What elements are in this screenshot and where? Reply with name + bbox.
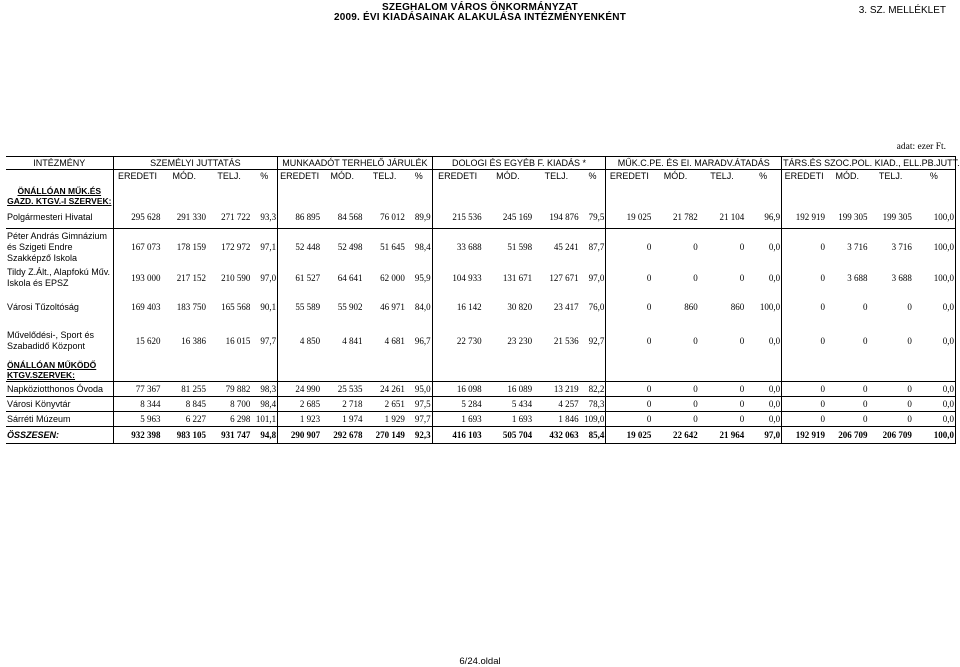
value-cell: 8 344 bbox=[113, 397, 161, 412]
sub-header: % bbox=[913, 170, 956, 183]
spacer-cell bbox=[162, 359, 207, 382]
institution-name: ÖSSZESEN: bbox=[6, 427, 113, 444]
sub-header: EREDETI bbox=[784, 170, 824, 181]
value-cell: 0 bbox=[606, 412, 652, 427]
value-cell: 0 bbox=[646, 241, 652, 252]
spacer-cell bbox=[533, 359, 579, 382]
value-cell: 0 bbox=[782, 382, 826, 397]
spacer-cell bbox=[432, 182, 482, 206]
institution-name: Városi Könyvtár bbox=[6, 397, 113, 412]
value-cell: 194 876 bbox=[533, 206, 579, 229]
spacer-cell bbox=[251, 182, 277, 206]
value-cell: 932 398 bbox=[113, 427, 161, 444]
table-row bbox=[6, 323, 956, 359]
table-row bbox=[6, 427, 956, 444]
value-cell: 97,1 bbox=[251, 229, 277, 266]
value-cell: 245 169 bbox=[483, 206, 533, 229]
value-cell: 0 bbox=[782, 397, 826, 412]
spacer-cell bbox=[483, 182, 533, 206]
value-cell: 16 098 bbox=[432, 382, 482, 397]
sub-header: TELJ. bbox=[544, 170, 569, 181]
value-cell: 81 255 bbox=[162, 382, 207, 397]
value-cell: 0 bbox=[820, 272, 826, 283]
spacer-cell bbox=[868, 359, 912, 382]
spacer-cell bbox=[321, 182, 363, 206]
sub-header: MÓD. bbox=[330, 170, 355, 181]
value-cell: 0 bbox=[652, 397, 698, 412]
spacer-cell bbox=[699, 359, 745, 382]
value-cell: 94,8 bbox=[251, 427, 277, 444]
value-cell: 505 704 bbox=[483, 427, 533, 444]
value-cell: 109,0 bbox=[580, 412, 606, 427]
sub-header: TELJ. bbox=[372, 170, 397, 181]
value-cell: 97,7 bbox=[251, 323, 277, 359]
value-cell: 2 651 bbox=[363, 397, 405, 412]
group-header: TÁRS.ÉS SZOC.POL. KIAD., ELL.PB.JUTT. bbox=[783, 157, 960, 168]
spacer-cell bbox=[782, 359, 826, 382]
group-header: MŰK.C.PE. ÉS EI. MARADV.ÁTADÁS bbox=[606, 157, 782, 170]
value-cell: 45 241 bbox=[553, 241, 579, 252]
table-row bbox=[6, 265, 956, 291]
sub-header: MÓD. bbox=[835, 170, 859, 181]
value-cell: 860 bbox=[730, 301, 745, 312]
spacer-cell bbox=[745, 182, 781, 206]
value-cell: 15 620 bbox=[135, 335, 161, 346]
table-row bbox=[6, 412, 956, 427]
value-cell: 23 230 bbox=[507, 335, 533, 346]
value-cell: 64 641 bbox=[337, 272, 363, 283]
value-cell: 0,0 bbox=[745, 323, 781, 359]
sub-header: TELJ. bbox=[878, 170, 903, 181]
report-title: SZEGHALOM VÁROS ÖNKORMÁNYZAT bbox=[382, 2, 578, 13]
group-header: DOLOGI ÉS EGYÉB F. KIADÁS * bbox=[432, 157, 606, 170]
sub-header: EREDETI bbox=[438, 170, 478, 181]
value-cell: 3 716 bbox=[847, 241, 868, 252]
table-row bbox=[6, 229, 956, 266]
section-label: ÖNÁLLÓAN MŰK.ÉS GAZD. KTGV.-I SZERVEK: bbox=[6, 170, 113, 207]
value-cell: 0 bbox=[820, 335, 826, 346]
value-cell: 0 bbox=[652, 412, 698, 427]
spacer-cell bbox=[652, 359, 698, 382]
value-cell: 270 149 bbox=[363, 427, 405, 444]
value-cell: 100,0 bbox=[745, 291, 781, 323]
value-cell: 0 bbox=[699, 412, 745, 427]
value-cell: 1 929 bbox=[363, 412, 405, 427]
section-row bbox=[6, 359, 956, 382]
value-cell: 97,5 bbox=[406, 397, 432, 412]
value-cell: 55 902 bbox=[337, 301, 363, 312]
institution-name: Városi Tűzoltóság bbox=[6, 291, 113, 323]
value-cell: 8 845 bbox=[162, 397, 207, 412]
value-cell: 92,3 bbox=[406, 427, 432, 444]
value-cell: 76 012 bbox=[363, 206, 405, 229]
spacer-cell bbox=[913, 359, 956, 382]
spacer-cell bbox=[363, 359, 405, 382]
spacer-cell bbox=[321, 359, 363, 382]
sub-header: MÓD. bbox=[172, 170, 196, 181]
group-header: MUNKAADÓT TERHELŐ JÁRULÉK bbox=[278, 157, 433, 170]
sub-header: % bbox=[251, 170, 277, 183]
value-cell: 206 709 bbox=[826, 427, 868, 444]
value-cell: 4 257 bbox=[533, 397, 579, 412]
value-cell: 61 527 bbox=[295, 272, 321, 283]
value-cell: 0,0 bbox=[913, 412, 956, 427]
value-cell: 0 bbox=[826, 412, 868, 427]
institution-header: INTÉZMÉNY bbox=[6, 157, 113, 170]
value-cell: 0 bbox=[739, 241, 745, 252]
value-cell: 292 678 bbox=[321, 427, 363, 444]
value-cell: 93,3 bbox=[251, 206, 277, 229]
spacer-cell bbox=[652, 182, 698, 206]
value-cell: 100,0 bbox=[913, 265, 956, 291]
value-cell: 183 750 bbox=[176, 301, 206, 312]
value-cell: 52 448 bbox=[295, 241, 321, 252]
value-cell: 5 434 bbox=[483, 397, 533, 412]
spacer-cell bbox=[207, 182, 251, 206]
value-cell: 82,2 bbox=[580, 382, 606, 397]
value-cell: 0,0 bbox=[745, 397, 781, 412]
spacer-cell bbox=[782, 182, 826, 206]
value-cell: 0 bbox=[646, 272, 652, 283]
value-cell: 86 895 bbox=[278, 206, 321, 229]
value-cell: 210 590 bbox=[221, 272, 251, 283]
value-cell: 0 bbox=[739, 272, 745, 283]
sub-header: % bbox=[406, 170, 432, 183]
value-cell: 19 025 bbox=[606, 206, 652, 229]
value-cell: 6 227 bbox=[162, 412, 207, 427]
value-cell: 4 850 bbox=[299, 335, 321, 346]
sub-header: EREDETI bbox=[280, 170, 320, 181]
value-cell: 21 782 bbox=[652, 206, 698, 229]
value-cell: 2 685 bbox=[278, 397, 321, 412]
value-cell: 0 bbox=[693, 272, 698, 283]
value-cell: 0 bbox=[606, 382, 652, 397]
value-cell: 1 923 bbox=[278, 412, 321, 427]
table-row bbox=[6, 382, 956, 397]
institution-name: Művelődési-, Sport és Szabadidő Központ bbox=[6, 323, 113, 359]
institution-name: Napköziotthonos Óvoda bbox=[6, 382, 113, 397]
value-cell: 95,9 bbox=[406, 265, 432, 291]
value-cell: 100,0 bbox=[913, 229, 956, 266]
spacer-cell bbox=[251, 359, 277, 382]
spacer-cell bbox=[699, 182, 745, 206]
sub-header: EREDETI bbox=[609, 170, 649, 181]
spacer-cell bbox=[278, 359, 321, 382]
value-cell: 0 bbox=[907, 301, 912, 312]
spacer-cell bbox=[580, 359, 606, 382]
spacer-cell bbox=[406, 182, 432, 206]
value-cell: 16 386 bbox=[181, 335, 206, 346]
value-cell: 101,1 bbox=[251, 412, 277, 427]
value-cell: 98,3 bbox=[251, 382, 277, 397]
spacer-cell bbox=[207, 359, 251, 382]
value-cell: 89,9 bbox=[406, 206, 432, 229]
value-cell: 0 bbox=[739, 335, 745, 346]
value-cell: 983 105 bbox=[162, 427, 207, 444]
value-cell: 0 bbox=[820, 241, 826, 252]
value-cell: 271 722 bbox=[207, 206, 251, 229]
value-cell: 167 073 bbox=[131, 241, 161, 252]
value-cell: 6 298 bbox=[207, 412, 251, 427]
report-subtitle: 2009. ÉVI KIADÁSAINAK ALAKULÁSA INTÉZMÉNYENKÉNT bbox=[333, 12, 627, 23]
value-cell: 0 bbox=[868, 382, 912, 397]
spacer-cell bbox=[606, 182, 652, 206]
value-cell: 432 063 bbox=[533, 427, 579, 444]
value-cell: 0,0 bbox=[745, 229, 781, 266]
annex-label: 3. SZ. MELLÉKLET bbox=[858, 5, 946, 16]
institution-name: Péter András Gimnázium és Szigeti Endre Szakképző Iskola bbox=[6, 229, 113, 266]
value-cell: 33 688 bbox=[456, 241, 482, 252]
spacer-cell bbox=[580, 182, 606, 206]
section-label: ÖNÁLLÓAN MŰKÖDŐ KTGV.SZERVEK: bbox=[6, 359, 113, 382]
value-cell: 0,0 bbox=[913, 291, 956, 323]
value-cell: 192 919 bbox=[782, 206, 826, 229]
value-cell: 178 159 bbox=[176, 241, 206, 252]
value-cell: 100,0 bbox=[913, 206, 956, 229]
value-cell: 2 718 bbox=[321, 397, 363, 412]
value-cell: 165 568 bbox=[221, 301, 251, 312]
value-cell: 0 bbox=[699, 397, 745, 412]
value-cell: 0 bbox=[868, 412, 912, 427]
value-cell: 0 bbox=[693, 241, 698, 252]
value-cell: 0 bbox=[826, 397, 868, 412]
value-cell: 4 841 bbox=[342, 335, 363, 346]
sub-header: EREDETI bbox=[118, 170, 158, 181]
table-row bbox=[6, 397, 956, 412]
value-cell: 1 846 bbox=[533, 412, 579, 427]
value-cell: 78,3 bbox=[580, 397, 606, 412]
value-cell: 0 bbox=[699, 382, 745, 397]
value-cell: 51 598 bbox=[507, 241, 533, 252]
value-cell: 295 628 bbox=[113, 206, 161, 229]
value-cell: 52 498 bbox=[337, 241, 363, 252]
value-cell: 16 089 bbox=[483, 382, 533, 397]
value-cell: 416 103 bbox=[432, 427, 482, 444]
sub-header: % bbox=[745, 170, 781, 183]
value-cell: 21 104 bbox=[699, 206, 745, 229]
value-cell: 22 730 bbox=[456, 335, 482, 346]
institution-name: Sárréti Múzeum bbox=[6, 412, 113, 427]
value-cell: 0 bbox=[868, 397, 912, 412]
value-cell: 96,9 bbox=[745, 206, 781, 229]
value-cell: 46 971 bbox=[380, 301, 405, 312]
value-cell: 3 688 bbox=[847, 272, 868, 283]
value-cell: 0 bbox=[646, 335, 652, 346]
value-cell: 22 642 bbox=[652, 427, 698, 444]
value-cell: 16 015 bbox=[225, 335, 251, 346]
value-cell: 1 693 bbox=[483, 412, 533, 427]
value-cell: 79,5 bbox=[580, 206, 606, 229]
sub-header: MÓD. bbox=[663, 170, 688, 181]
spacer-row bbox=[6, 182, 956, 206]
value-cell: 84 568 bbox=[321, 206, 363, 229]
value-cell: 97,0 bbox=[580, 265, 606, 291]
value-cell: 55 589 bbox=[295, 301, 321, 312]
value-cell: 84,0 bbox=[406, 291, 432, 323]
value-cell: 51 645 bbox=[380, 241, 405, 252]
value-cell: 16 142 bbox=[456, 301, 482, 312]
spacer-cell bbox=[913, 182, 956, 206]
value-cell: 192 919 bbox=[782, 427, 826, 444]
value-cell: 172 972 bbox=[221, 241, 251, 252]
sub-header: TELJ. bbox=[710, 170, 734, 181]
value-cell: 127 671 bbox=[549, 272, 579, 283]
value-cell: 0 bbox=[907, 335, 912, 346]
value-cell: 131 671 bbox=[502, 272, 533, 283]
page-number: 6/24.oldal bbox=[459, 656, 501, 667]
value-cell: 0 bbox=[782, 412, 826, 427]
value-cell: 199 305 bbox=[868, 206, 912, 229]
value-cell: 21 964 bbox=[699, 427, 745, 444]
value-cell: 290 907 bbox=[278, 427, 321, 444]
value-cell: 0 bbox=[862, 335, 868, 346]
value-cell: 98,4 bbox=[406, 229, 432, 266]
value-cell: 206 709 bbox=[868, 427, 912, 444]
spacer-cell bbox=[826, 182, 868, 206]
value-cell: 0,0 bbox=[913, 382, 956, 397]
value-cell: 0 bbox=[862, 301, 868, 312]
value-cell: 3 716 bbox=[891, 241, 912, 252]
spacer-cell bbox=[745, 359, 781, 382]
spacer-cell bbox=[406, 359, 432, 382]
sub-header: MÓD. bbox=[496, 170, 520, 181]
sub-header: % bbox=[580, 170, 606, 183]
value-cell: 0 bbox=[693, 335, 698, 346]
value-cell: 79 882 bbox=[207, 382, 251, 397]
spacer-cell bbox=[483, 359, 533, 382]
spacer-cell bbox=[113, 359, 161, 382]
value-cell: 0 bbox=[646, 301, 652, 312]
value-cell: 98,4 bbox=[251, 397, 277, 412]
value-cell: 5 284 bbox=[432, 397, 482, 412]
value-cell: 30 820 bbox=[507, 301, 533, 312]
value-cell: 1 693 bbox=[432, 412, 482, 427]
value-cell: 97,0 bbox=[745, 427, 781, 444]
value-cell: 97,7 bbox=[406, 412, 432, 427]
group-header: SZEMÉLYI JUTTATÁS bbox=[113, 157, 278, 170]
sub-header-row bbox=[6, 170, 956, 183]
value-cell: 0 bbox=[820, 301, 826, 312]
spacer-cell bbox=[162, 182, 207, 206]
value-cell: 76,0 bbox=[580, 291, 606, 323]
value-cell: 0,0 bbox=[913, 323, 956, 359]
value-cell: 90,1 bbox=[251, 291, 277, 323]
value-cell: 0,0 bbox=[913, 397, 956, 412]
value-cell: 5 963 bbox=[113, 412, 161, 427]
value-cell: 1 974 bbox=[321, 412, 363, 427]
group-header-row bbox=[6, 157, 956, 170]
value-cell: 0,0 bbox=[745, 265, 781, 291]
spacer-cell bbox=[113, 182, 161, 206]
table-row bbox=[6, 206, 956, 229]
spacer-cell bbox=[278, 182, 321, 206]
value-cell: 8 700 bbox=[207, 397, 251, 412]
value-cell: 85,4 bbox=[580, 427, 606, 444]
spacer-cell bbox=[826, 359, 868, 382]
value-cell: 3 688 bbox=[891, 272, 912, 283]
value-cell: 21 536 bbox=[553, 335, 579, 346]
value-cell: 291 330 bbox=[162, 206, 207, 229]
value-cell: 100,0 bbox=[913, 427, 956, 444]
value-cell: 25 535 bbox=[321, 382, 363, 397]
spacer-cell bbox=[868, 182, 912, 206]
value-cell: 4 681 bbox=[384, 335, 405, 346]
value-cell: 96,7 bbox=[406, 323, 432, 359]
value-cell: 104 933 bbox=[452, 272, 482, 283]
institution-name: Tildy Z.Ált., Alapfokú Műv. Iskola és EPSZ bbox=[6, 265, 113, 291]
value-cell: 0 bbox=[652, 382, 698, 397]
value-cell: 0,0 bbox=[745, 382, 781, 397]
value-cell: 215 536 bbox=[432, 206, 482, 229]
value-cell: 62 000 bbox=[380, 272, 405, 283]
table-row bbox=[6, 291, 956, 323]
value-cell: 92,7 bbox=[580, 323, 606, 359]
spacer-cell bbox=[363, 182, 405, 206]
value-cell: 87,7 bbox=[580, 229, 606, 266]
value-cell: 97,0 bbox=[251, 265, 277, 291]
value-cell: 19 025 bbox=[606, 427, 652, 444]
value-cell: 0 bbox=[606, 397, 652, 412]
spacer-cell bbox=[432, 359, 482, 382]
value-cell: 860 bbox=[684, 301, 698, 312]
spacer-cell bbox=[533, 182, 579, 206]
sub-header: TELJ. bbox=[217, 170, 241, 181]
spacer-cell bbox=[606, 359, 652, 382]
value-cell: 0,0 bbox=[745, 412, 781, 427]
expenditure-table bbox=[6, 156, 960, 444]
unit-label: adat: ezer Ft. bbox=[896, 142, 946, 152]
value-cell: 13 219 bbox=[533, 382, 579, 397]
value-cell: 199 305 bbox=[826, 206, 868, 229]
institution-name: Polgármesteri Hivatal bbox=[6, 206, 113, 229]
value-cell: 24 990 bbox=[278, 382, 321, 397]
value-cell: 0 bbox=[826, 382, 868, 397]
value-cell: 95,0 bbox=[406, 382, 432, 397]
value-cell: 77 367 bbox=[113, 382, 161, 397]
value-cell: 931 747 bbox=[207, 427, 251, 444]
value-cell: 23 417 bbox=[553, 301, 579, 312]
value-cell: 217 152 bbox=[176, 272, 206, 283]
value-cell: 193 000 bbox=[131, 272, 161, 283]
value-cell: 169 403 bbox=[131, 301, 161, 312]
value-cell: 24 261 bbox=[363, 382, 405, 397]
